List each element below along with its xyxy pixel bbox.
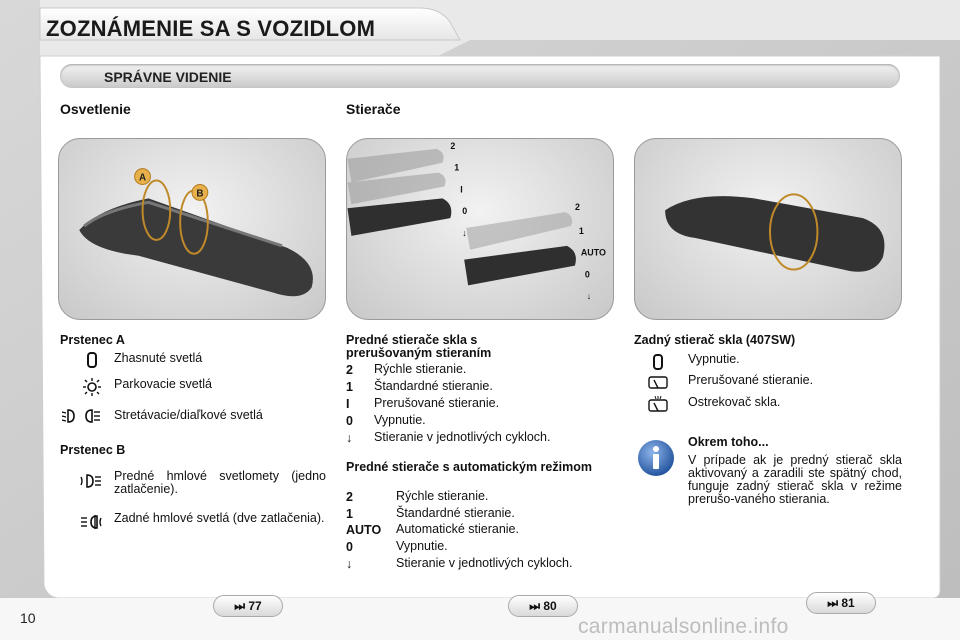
rear-wiper-stalk-photo — [634, 138, 902, 320]
dipped-main-beam-icon — [62, 407, 102, 425]
wiper-pos-2: 2 — [450, 140, 456, 151]
wiper-desc: Prerušované stieranie. — [374, 396, 500, 410]
lights-heading: Osvetlenie — [60, 101, 131, 117]
wiper-pos-1: 1 — [454, 162, 460, 173]
rear-wiper-title: Zadný stierač skla (407SW) — [634, 333, 796, 347]
page-title: ZOZNÁMENIE SA S VOZIDLOM — [46, 16, 376, 41]
wiper-desc: Vypnutie. — [374, 413, 426, 427]
wiper-desc: Stieranie v jednotlivých cykloch. — [396, 556, 573, 570]
rear-fog-lights-icon — [79, 513, 105, 531]
ring-a-item-label: Parkovacie svetlá — [114, 377, 212, 391]
wiper-desc: Stieranie v jednotlivých cykloch. — [374, 430, 551, 444]
page-ref-link[interactable]: ⏭ 77 — [213, 595, 283, 617]
auto-wiper-pos-auto: AUTO — [580, 247, 606, 258]
front-auto-title: Predné stierače s automatickým režimom — [346, 460, 592, 474]
wiper-key: 0 — [346, 540, 353, 554]
rear-item-label: Vypnutie. — [688, 352, 740, 366]
wiper-key: 1 — [346, 507, 353, 521]
wiper-key: 0 — [346, 414, 353, 428]
wiper-desc: Vypnutie. — [396, 539, 448, 553]
page-number: 10 — [20, 610, 36, 626]
wipers-heading: Stierače — [346, 101, 401, 117]
wiper-desc: Automatické stieranie. — [396, 522, 519, 536]
wiper-key: ↓ — [346, 431, 353, 445]
section-title: SPRÁVNE VIDENIE — [104, 69, 232, 85]
rear-item-label: Ostrekovač skla. — [688, 395, 781, 409]
wiper-key: I — [346, 397, 350, 411]
wiper-desc: Štandardné stieranie. — [374, 379, 493, 393]
wiper-pos-0: 0 — [462, 206, 468, 217]
rear-wiper-intermittent-icon — [645, 374, 671, 392]
page-ref-link[interactable]: ⏭ 80 — [508, 595, 578, 617]
ring-b-title: Prstenec B — [60, 443, 126, 457]
auto-wiper-pos-down: ↓ — [586, 291, 592, 302]
wiper-pos-i: I — [460, 184, 463, 195]
info-icon — [637, 439, 675, 477]
ring-a-title: Prstenec A — [60, 333, 125, 347]
ring-b-label: B — [196, 188, 204, 200]
rear-wiper-off-icon — [645, 353, 671, 371]
ring-a-label: A — [138, 172, 147, 184]
front-fog-lights-icon — [79, 472, 105, 490]
ring-a-item-label: Stretávacie/diaľkové svetlá — [114, 408, 263, 422]
rear-item-label: Prerušované stieranie. — [688, 373, 814, 387]
note-title: Okrem toho... — [688, 435, 769, 449]
rear-washer-icon — [645, 396, 671, 414]
wiper-key: 2 — [346, 490, 353, 504]
note-text: V prípade ak je predný stierač skla aktivovaný a zaradili ste spätný chod, funguje zadný stierač skla v režime prerušo-vaného stierania. — [688, 453, 902, 506]
front-wiper-stalk-photo — [346, 138, 614, 320]
watermark: carmanualsonline.info — [578, 615, 789, 638]
auto-wiper-pos-0: 0 — [584, 269, 590, 280]
wiper-desc: Štandardné stieranie. — [396, 506, 515, 520]
ring-b-item-label: Predné hmlové svetlomety (jedno zatlačenie). — [114, 469, 326, 496]
wiper-key: ↓ — [346, 557, 353, 571]
wiper-pos-down: ↓ — [462, 227, 467, 238]
wiper-key: AUTO — [346, 523, 382, 537]
wiper-desc: Rýchle stieranie. — [374, 362, 467, 376]
ring-a-item-label: Zhasnuté svetlá — [114, 351, 203, 365]
auto-wiper-pos-2: 2 — [574, 202, 580, 213]
wiper-key: 1 — [346, 380, 353, 394]
lighting-stalk-photo — [58, 138, 326, 320]
wiper-desc: Rýchle stieranie. — [396, 489, 489, 503]
front-intermittent-title: Predné stierače skla s prerušovaným stieraním — [346, 333, 492, 360]
auto-wiper-pos-1: 1 — [578, 225, 584, 236]
parking-lights-icon — [79, 378, 105, 396]
lights-off-icon — [79, 351, 105, 369]
ring-b-item-label: Zadné hmlové svetlá (dve zatlačenia). — [114, 511, 325, 525]
page-ref-link[interactable]: ⏭ 81 — [806, 592, 876, 614]
wiper-key: 2 — [346, 363, 353, 377]
